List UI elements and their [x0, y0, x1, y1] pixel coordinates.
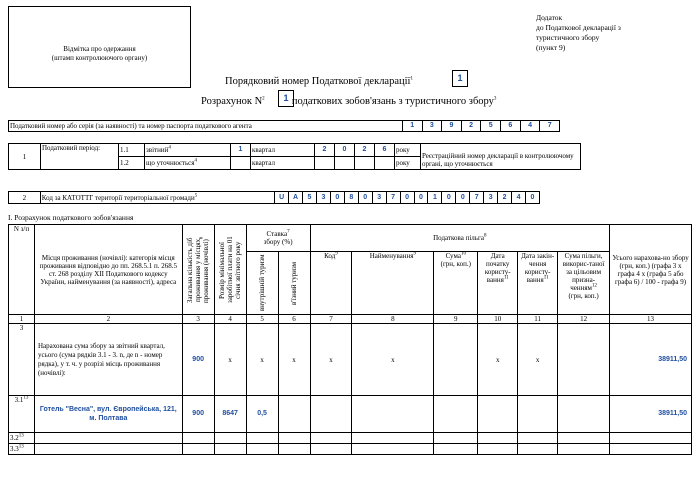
quarter-field[interactable]: 1	[231, 144, 251, 157]
col-number: 3	[182, 315, 214, 324]
x-mark: x	[278, 324, 310, 396]
location-benefit-sum[interactable]	[434, 396, 478, 433]
col-header-end-date: Дата закін-чення користу-вання$^{11}$	[518, 252, 558, 315]
appendix-note: Додаток до Податкової декларації з туристичного збору (пункт 9)	[536, 13, 621, 52]
katottg-digit[interactable]: 0	[456, 192, 470, 204]
tax-id-label: Податковий номер або серія (за наявності) та номер паспорта податкового агента	[9, 121, 403, 132]
col-number: 9	[434, 315, 478, 324]
tax-id-digit[interactable]: 2	[461, 121, 481, 132]
x-mark: x	[214, 324, 246, 396]
tax-id-digit[interactable]: 9	[442, 121, 462, 132]
quarter-label: квартал	[251, 144, 315, 157]
empty-row	[9, 433, 692, 444]
location-inbound-rate[interactable]	[278, 396, 310, 433]
col-number: 4	[214, 315, 246, 324]
period-r1-label: звітний$^4$	[145, 144, 231, 157]
empty-cell[interactable]	[478, 433, 518, 444]
year-digit-clarified[interactable]	[335, 157, 355, 170]
col-header-min-wage: Розмір мінімальної заробітної плати на 01 січня звітного року	[214, 225, 246, 315]
x-mark: x	[352, 324, 434, 396]
col-header-sum: Сума$^{10}$ (грн, коп.)	[434, 252, 478, 315]
katottg-digit[interactable]: U	[275, 192, 289, 204]
empty-row	[9, 444, 692, 455]
empty-cell[interactable]	[478, 444, 518, 455]
empty-cell[interactable]	[434, 433, 478, 444]
katottg-row	[8, 191, 540, 204]
empty-cell[interactable]	[558, 444, 610, 455]
period-r2-label: що уточнюється$^4$	[145, 157, 231, 170]
x-mark: x	[518, 324, 558, 396]
tax-calculation-table	[8, 224, 692, 455]
year-label-clarified: року	[395, 157, 421, 170]
tax-id-digit[interactable]: 3	[422, 121, 442, 132]
col-number: 8	[352, 315, 434, 324]
period-row-number: 1	[9, 144, 41, 170]
row-number: 3	[9, 324, 35, 396]
empty-cell[interactable]	[352, 433, 434, 444]
tax-id-digit[interactable]: 4	[520, 121, 540, 132]
col-header-start-date: Дата початку користу-вання$^{11}$	[478, 252, 518, 315]
row-number: $3.1^{13}$	[9, 396, 35, 433]
empty-cell[interactable]	[310, 433, 352, 444]
tax-id-digit[interactable]: 7	[540, 121, 560, 132]
col-header-total: Усього нарахова-но збору (грн, коп.) (графа 3 х графа 4 х (графа 5 або графа 6) / 100 - графа 9)	[610, 225, 692, 315]
total-benefit-used[interactable]	[558, 324, 610, 396]
total-amount[interactable]: 38911,50	[610, 324, 692, 396]
reg-number-spacer	[581, 144, 693, 170]
year-digit[interactable]: 6	[375, 144, 395, 157]
katottg-digit[interactable]: 0	[330, 192, 344, 204]
location-benefit-name[interactable]	[352, 396, 434, 433]
katottg-digit[interactable]: 7	[386, 192, 400, 204]
katottg-digit[interactable]: 0	[358, 192, 372, 204]
year-digit[interactable]: 2	[315, 144, 335, 157]
stamp-box	[8, 6, 191, 88]
katottg-digit[interactable]: 0	[442, 192, 456, 204]
katottg-digit[interactable]: 2	[498, 192, 512, 204]
location-name[interactable]: Готель "Весна", вул. Європейська, 121, м. Полтава	[34, 396, 182, 433]
tax-id-digit[interactable]: 1	[402, 121, 422, 132]
period-table	[8, 143, 692, 170]
location-total[interactable]: 38911,50	[610, 396, 692, 433]
period-r2-number: 1.2	[119, 157, 145, 170]
period-label: Податковий період:	[41, 144, 119, 170]
empty-cell[interactable]	[610, 444, 692, 455]
katottg-digit[interactable]: 4	[512, 192, 526, 204]
calculation-number-field[interactable]: 1	[278, 90, 294, 107]
empty-cell[interactable]	[518, 433, 558, 444]
katottg-digit[interactable]: 1	[428, 192, 442, 204]
location-benefit-used[interactable]	[558, 396, 610, 433]
row-number: $3.3^{13}$	[9, 444, 35, 455]
period-r1-number: 1.1	[119, 144, 145, 157]
location-domestic-rate[interactable]: 0,5	[246, 396, 278, 433]
katottg-label: Код за КАТОТТГ території територіальної громади$^5$	[40, 192, 274, 204]
col-number: 2	[34, 315, 182, 324]
katottg-digit[interactable]: A	[289, 192, 303, 204]
col-number: 6	[278, 315, 310, 324]
empty-cell[interactable]	[214, 433, 246, 444]
col-header-benefit: Податкова пільга$^8$	[310, 225, 610, 252]
col-number: 5	[246, 315, 278, 324]
year-label: року	[395, 144, 421, 157]
tax-id-digit[interactable]: 6	[501, 121, 521, 132]
x-mark: x	[310, 324, 352, 396]
year-digit-clarified[interactable]	[375, 157, 395, 170]
stamp-text: Відмітка про одержання (штамп контролюючого органу)	[51, 45, 148, 62]
katottg-digit[interactable]: 3	[372, 192, 386, 204]
empty-cell[interactable]	[182, 444, 214, 455]
col-header-rate: Ставка$^7$ збору (%)	[246, 225, 310, 252]
quarter-label-clarified: квартал	[251, 157, 315, 170]
reg-number-label: Реєстраційний номер декларації в контролюючому органі, що уточнюється	[421, 144, 581, 170]
col-number: 10	[478, 315, 518, 324]
total-days[interactable]: 900	[182, 324, 214, 396]
col-header-number: N з/п	[9, 225, 35, 315]
col-number: 13	[610, 315, 692, 324]
declaration-number-title: Порядковий номер Податкової декларації$^1$	[225, 76, 413, 87]
declaration-number-field[interactable]: 1	[452, 70, 468, 87]
katottg-digit[interactable]: 7	[470, 192, 484, 204]
empty-cell[interactable]	[352, 444, 434, 455]
empty-cell[interactable]	[310, 444, 352, 455]
quarter-field-clarified[interactable]	[231, 157, 251, 170]
row-number: $3.2^{13}$	[9, 433, 35, 444]
col-header-benefit-used: Сума пільги, викорис-таної за цільовим призна-ченням$^{12}$ (грн, коп.)	[558, 252, 610, 315]
col-header-name: Найменування$^9$	[352, 252, 434, 315]
empty-cell[interactable]	[246, 433, 278, 444]
column-numbers-row	[9, 315, 692, 324]
empty-cell[interactable]	[434, 444, 478, 455]
col-number: 7	[310, 315, 352, 324]
col-header-inbound: в'їзний туризм	[278, 252, 310, 315]
empty-cell[interactable]	[610, 433, 692, 444]
col-number: 11	[518, 315, 558, 324]
year-digit[interactable]: 0	[335, 144, 355, 157]
location-min-wage[interactable]: 8647	[214, 396, 246, 433]
total-benefit-sum[interactable]	[434, 324, 478, 396]
col-number: 1	[9, 315, 35, 324]
katottg-digit[interactable]: 3	[484, 192, 498, 204]
year-digit-clarified[interactable]	[355, 157, 375, 170]
col-header-location: Місця проживання (ночівлі): категорія місця проживання відповідно до пп. 268.5.1 п. 268.5 ст. 268 розділу ХІІ Податкового кодексу України, найменування (за наявності), адреса	[34, 225, 182, 315]
empty-cell[interactable]	[246, 444, 278, 455]
location-row	[9, 396, 692, 433]
empty-cell[interactable]	[518, 444, 558, 455]
katottg-row-number: 2	[9, 192, 41, 204]
katottg-digit[interactable]: 0	[526, 192, 540, 204]
location-days[interactable]: 900	[182, 396, 214, 433]
katottg-digit[interactable]: 0	[414, 192, 428, 204]
tax-id-digit[interactable]: 5	[481, 121, 501, 132]
location-end-date[interactable]	[518, 396, 558, 433]
katottg-digit[interactable]: 8	[344, 192, 358, 204]
empty-cell[interactable]	[182, 433, 214, 444]
x-mark: x	[478, 324, 518, 396]
col-header-domestic: внутрішній туризм	[246, 252, 278, 315]
empty-cell[interactable]	[34, 444, 182, 455]
empty-cell[interactable]	[214, 444, 246, 455]
col-header-code: Код$^9$	[310, 252, 352, 315]
tax-id-row	[8, 120, 560, 132]
empty-cell[interactable]	[278, 444, 310, 455]
empty-cell[interactable]	[278, 433, 310, 444]
katottg-digit[interactable]: 3	[316, 192, 330, 204]
katottg-digit[interactable]: 0	[400, 192, 414, 204]
total-row-label: Нарахована сума збору за звітний квартал, усього (сума рядків 3.1 - 3. n, де n - номер рядка), у т. ч. у розрізі місць проживання (ночівлі):	[34, 324, 182, 396]
col-number: 12	[558, 315, 610, 324]
total-row	[9, 324, 692, 396]
empty-cell[interactable]	[558, 433, 610, 444]
year-digit-clarified[interactable]	[315, 157, 335, 170]
col-header-days: Загальна кількість діб проживання у місцях проживання (ночівлі)$^6$	[182, 225, 214, 315]
location-start-date[interactable]	[478, 396, 518, 433]
x-mark: x	[246, 324, 278, 396]
location-benefit-code[interactable]	[310, 396, 352, 433]
calculation-title: Розрахунок $N^2$ податкових зобов'язань з туристичного збору$^3$	[201, 96, 497, 107]
section-title: I. Розрахунок податкового зобов'язання	[8, 213, 134, 222]
katottg-digit[interactable]: 5	[303, 192, 317, 204]
empty-cell[interactable]	[34, 433, 182, 444]
year-digit[interactable]: 2	[355, 144, 375, 157]
